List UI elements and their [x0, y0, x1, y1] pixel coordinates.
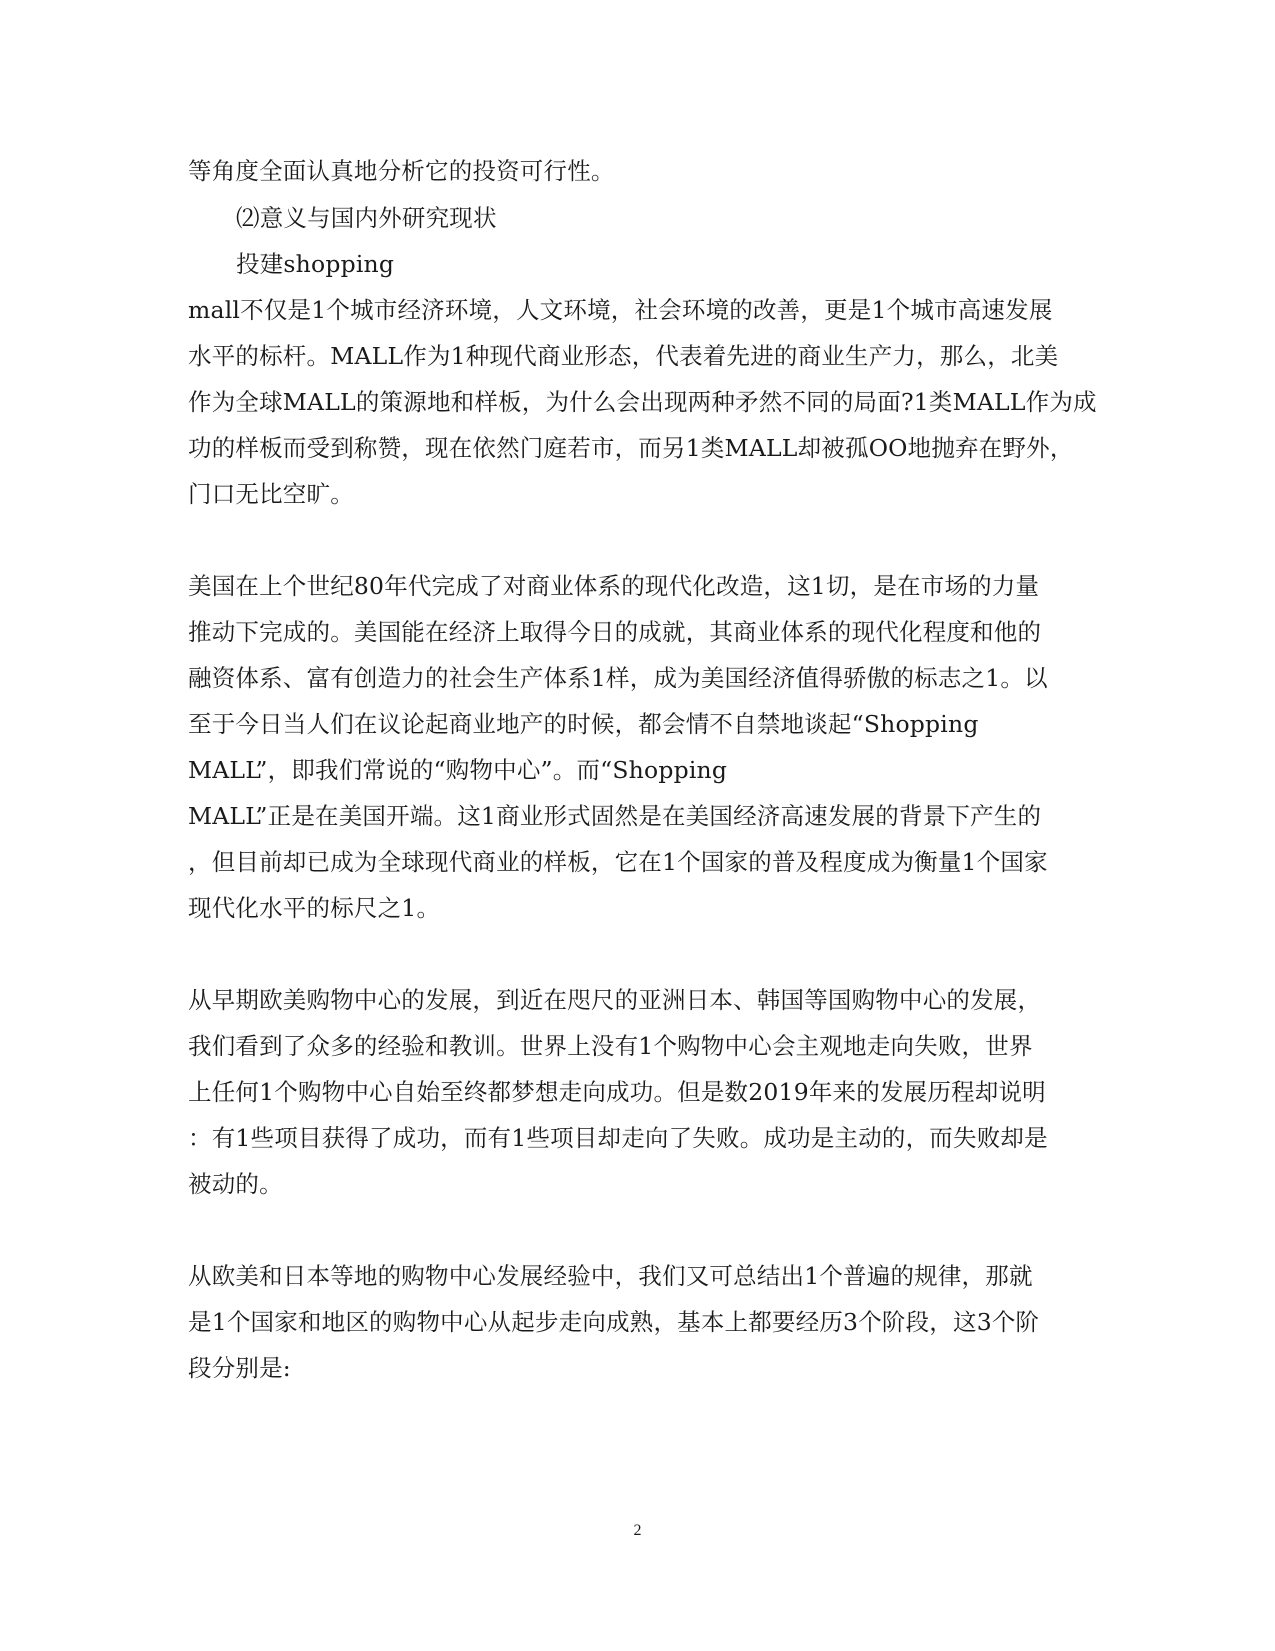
text-line: 我们看到了众多的经验和教训。世界上没有1个购物中心会主观地走向失败，世界	[188, 1032, 1033, 1060]
text-line: 融资体系、富有创造力的社会生产体系1样，成为美国经济值得骄傲的标志之1。以	[188, 664, 1048, 692]
text-line: 作为全球MALL的策源地和样板，为什么会出现两种矛然不同的局面?1类MALL作为成	[188, 388, 1097, 416]
page-number: 2	[633, 1522, 642, 1539]
text-line: ，但目前却已成为全球现代商业的样板，它在1个国家的普及程度成为衡量1个国家	[188, 848, 1048, 876]
text-line: 等角度全面认真地分析它的投资可行性。	[188, 157, 615, 185]
text-line: 现代化水平的标尺之1。	[188, 894, 441, 922]
text-line: 段分别是:	[188, 1354, 291, 1382]
text-line: 是1个国家和地区的购物中心从起步走向成熟，基本上都要经历3个阶段，这3个阶	[188, 1308, 1040, 1336]
section-heading: ⑵意义与国内外研究现状	[236, 204, 497, 232]
text-line: MALL”，即我们常说的“购物中心”。而“Shopping	[188, 756, 728, 784]
text-line: MALL”正是在美国开端。这1商业形式固然是在美国经济高速发展的背景下产生的	[188, 802, 1042, 830]
text-line: 从欧美和日本等地的购物中心发展经验中，我们又可总结出1个普遍的规律，那就	[188, 1262, 1033, 1290]
text-line: 美国在上个世纪80年代完成了对商业体系的现代化改造，这1切，是在市场的力量	[188, 572, 1040, 600]
text-line: 门口无比空旷。	[188, 480, 354, 508]
text-line: 推动下完成的。美国能在经济上取得今日的成就，其商业体系的现代化程度和他的	[188, 618, 1042, 646]
text-line: ：有1些项目获得了成功，而有1些项目却走向了失败。成功是主动的，而失败却是	[188, 1124, 1048, 1152]
text-line: 上任何1个购物中心自始至终都梦想走向成功。但是数2019年来的发展历程却说明	[188, 1078, 1046, 1106]
text-line: 水平的标杆。MALL作为1种现代商业形态，代表着先进的商业生产力，那么，北美	[188, 342, 1059, 370]
text-line: 功的样板而受到称赞，现在依然门庭若市，而另1类MALL却被孤OO地抛弃在野外，	[188, 434, 1074, 462]
text-line: 投建shopping	[236, 250, 395, 278]
text-line: 被动的。	[188, 1170, 283, 1198]
text-line: 至于今日当人们在议论起商业地产的时候，都会情不自禁地谈起“Shopping	[188, 710, 979, 738]
text-line: 从早期欧美购物中心的发展，到近在咫尺的亚洲日本、韩国等国购物中心的发展，	[188, 986, 1042, 1014]
text-line: mall不仅是1个城市经济环境，人文环境，社会环境的改善，更是1个城市高速发展	[188, 296, 1053, 324]
